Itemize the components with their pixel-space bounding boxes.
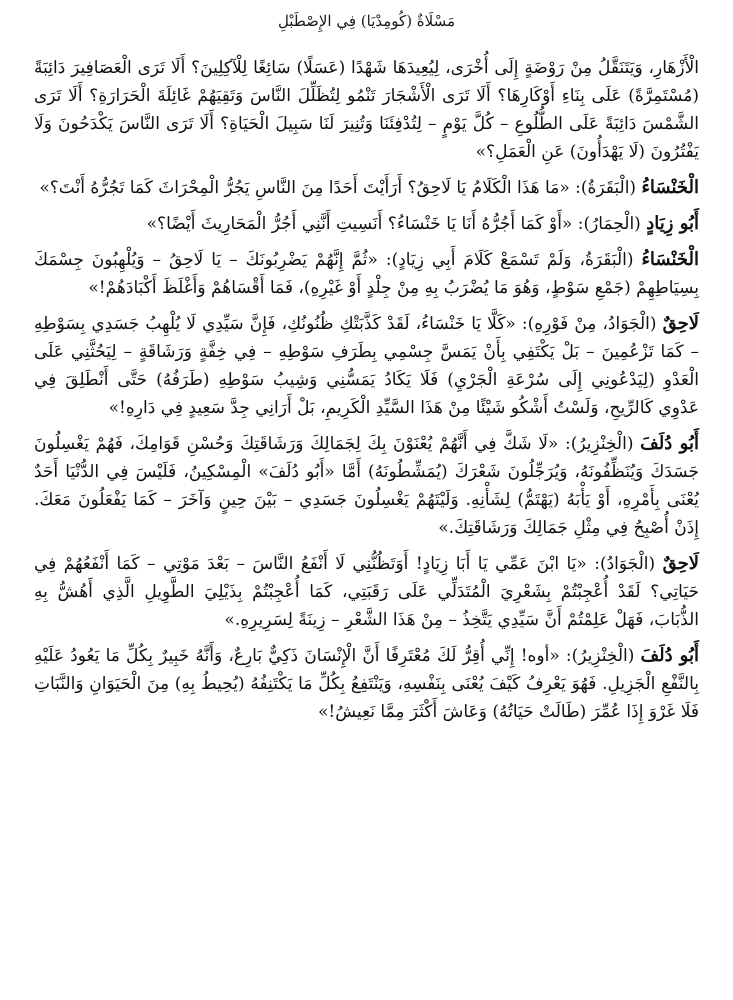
dialogue-text: (الْجَوَادُ): «يَا ابْنَ عَمِّي يَا أَبَا زِيَادٍ! أَوَتَظُنُّنِي لَا أَنْفَعُ النَّاسَ – بَعْدَ مَوْتِي – كَمَا أَنْفَعُهُمْ فِي حَيَاتِي؟ لَقَدْ أُعْجِبْتُمْ بِشَعْرِيَ الْمُتَدَلِّي عَلَى رَقَبَتِي، كَمَا أُعْجِبْتُمْ بِذَيْلِيَ الطَّوِيلِ الَّذِي أَهُشُّ بِهِ الذُّبَابَ، فَهَلْ عَلِمْتُمْ أَنَّ سَيِّدِي يَتَّخِذُ – مِنْ هَذَا الشَّعْرِ – زِينَةً لِسَرِيرِهِ.» — [34, 554, 699, 630]
speaker-name: أَبُو دُلَفَ — [640, 433, 699, 454]
page-header: مَسْلَاةٌ (كُومِدْيَا) فِي الإِصْطَبْلِ — [277, 12, 456, 30]
dialogue-text: (الْخِنْزِيرُ): «أوه! إِنِّي أُقِرُّ لَكَ مُعْتَرِفًا أَنَّ الْإِنْسَانَ ذَكِيٌّ بَارِعٌ، وَأَنَّهُ خَبِيرٌ بِكُلِّ مَا يَعُودُ عَلَيْهِ بِالنَّفْعِ الْجَزِيلِ. فَهُوَ يَعْرِفُ كَيْفَ يُعْنَى بِنَفْسِهِ، وَيَنْتَفِعُ بِكُلِّ مَا يَكْتَنِفُهُ (يُحِيطُ بِهِ) مِنَ الْحَيَوَانِ وَالنَّبَاتِ فَلَا غَرْوَ إِذَا عُمِّرَ (طَالَتْ حَيَاتُهُ) وَعَاشَ أَكْثَرَ مِمَّا نَعِيشُ!» — [34, 646, 699, 722]
dialogue-paragraph — [34, 174, 699, 202]
dialogue-text: (الْبَقَرَةُ): «مَا هَذَا الْكَلَامُ يَا لَاحِقُ؟ أَرَأَيْتَ أَحَدًا مِنَ النَّاسِ يَجُرُّ الْمِحْرَاثَ كَمَا تَجُرُّهُ أَنْتَ؟» — [39, 178, 642, 198]
speaker-name: الْخَنْسَاءُ — [641, 177, 699, 198]
dialogue-paragraph — [34, 642, 699, 726]
dialogue-paragraph — [34, 246, 699, 302]
speaker-name: أَبُو زِيَادٍ — [646, 213, 699, 234]
speaker-name: لَاحِقٌ — [662, 313, 699, 334]
intro-paragraph — [34, 54, 699, 166]
dialogue-text: (الْجَوَادُ، مِنْ فَوْرِهِ): «كَلَّا يَا خَنْسَاءُ، لَقَدْ كَذَّبَتْكِ ظُنُونُكِ، فَإِنَّ سَيِّدِي لَا يُلْهِبُ جَسَدِي بِسَوْطِهِ – كَمَا تَزْعُمِينَ – بَلْ يَكْتَفِي بِأَنْ يَمَسَّ جِسْمِي بِطَرَفِ سَوْطِهِ – فِي خِفَّةٍ وَرَشَاقَةٍ – لِيَحُثَّنِي عَلَى الْعَدْوِ (لِيَدْعُونِي إِلَى سُرْعَةِ الْجَرْيِ) فَلَا يَكَادُ يَمَسُّنِي وَشِيبُ سَوْطِهِ (طَرَفُهُ) حَتَّى أَنْطَلِقَ فِي عَدْوِي كَالرِّيحِ، وَلَسْتُ أَشْكُو شَيْئًا مِنْ هَذَا السَّيِّدِ الْكَرِيمِ، بَلْ أَرَانِي جِدَّ سَعِيدٍ فِي دَارِهِ!» — [34, 314, 699, 418]
dialogue-text: (الْحِمَارُ): «أَوْ كَمَا أَجُرُّهُ أَنَا يَا خَنْسَاءُ؟ أَنَسِيتِ أَنَّنِي أَجُرُّ الْمَحَارِيثَ أَيْضًا؟» — [146, 214, 647, 234]
document-body — [34, 54, 699, 726]
dialogue-text: (الْبَقَرَةُ، وَلَمْ تَسْمَعْ كَلَامَ أَبِي زِيَادٍ): «ثُمَّ إِنَّهُمْ يَضْرِبُونَكَ – يَا لَاحِقُ – وَيُلْهِبُونَ جِسْمَكَ بِسِيَاطِهِمْ (جَمْعِ سَوْطٍ، وَهُوَ مَا يُضْرَبُ بِهِ مِنْ جِلْدٍ أَوْ غَيْرِهِ)، فَمَا أَقْسَاهُمْ وَأَغْلَظَ أَكْبَادَهُمْ!» — [34, 250, 699, 298]
speaker-name: لَاحِقٌ — [662, 553, 699, 574]
dialogue-paragraph — [34, 210, 699, 238]
dialogue-paragraph — [34, 310, 699, 422]
speaker-name: أَبُو دُلَفَ — [640, 645, 699, 666]
dialogue-text: (الْخِنْزِيرُ): «لَا شَكَّ فِي أَنَّهُمْ يُعْنَوْنَ بِكَ لِجَمَالِكَ وَرَشَاقَتِكَ وَحُسْنِ قَوَامِكَ، فَهُمْ يَغْسِلُونَ جَسَدَكَ وَيُنَظِّفُونَهُ، وَيُرَجِّلُونَ شَعْرَكَ (يُمَشِّطُونَهُ) أَمَّا «أَبُو دُلَفَ» الْمِسْكِينُ، فَلَيْسَ فِي الدُّنْيَا أَحَدٌ يُعْنَى بِأَمْرِهِ، أَوْ يَأْبَهُ (يَهْتَمُّ) لِشَأْنِهِ. وَلَيْتَهُمْ يَغْسِلُونَ جَسَدِي – بَيْنَ حِينٍ وَآخَرَ – كَمَا يَفْعَلُونَ مَعَكَ. إِذَنْ أُصْبِحُ فِي مِثْلِ جَمَالِكَ وَرَشَاقَتِكَ.» — [34, 434, 699, 538]
speaker-name: الْخَنْسَاءُ — [641, 249, 699, 270]
dialogue-paragraph — [34, 430, 699, 542]
dialogue-paragraph — [34, 550, 699, 634]
intro-text: الْأَزْهَارِ، وَيَتَنَقَّلُ مِنْ رَوْضَةٍ إِلَى أُخْرَى، لِيُعِيدَهَا شَهْدًا (عَسَلًا) سَائِغًا لِلْآكِلِينَ؟ أَلَا تَرَى الْعَصَافِيرَ دَائِبَةً (مُسْتَمِرَّةً) عَلَى بِنَاءِ أَوْكَارِهَا؟ أَلَا تَرَى الْأَشْجَارَ تَنْمُو لِتُظَلِّلَ النَّاسَ وَتَقِيَهُمْ غَائِلَةَ الْحَرَارَةِ؟ أَلَا تَرَى الشَّمْسَ دَائِبَةً عَلَى الطُّلُوعِ – كُلَّ يَوْمٍ – لِتُدْفِئَنَا وَتُنِيرَ لَنَا سَبِيلَ الْحَيَاةِ؟ أَلَا تَرَى النَّاسَ يَكْدَحُونَ وَلَا يَفْتُرُونَ (لَا يَهْدَأُونَ) عَنِ الْعَمَلِ؟» — [34, 58, 699, 162]
